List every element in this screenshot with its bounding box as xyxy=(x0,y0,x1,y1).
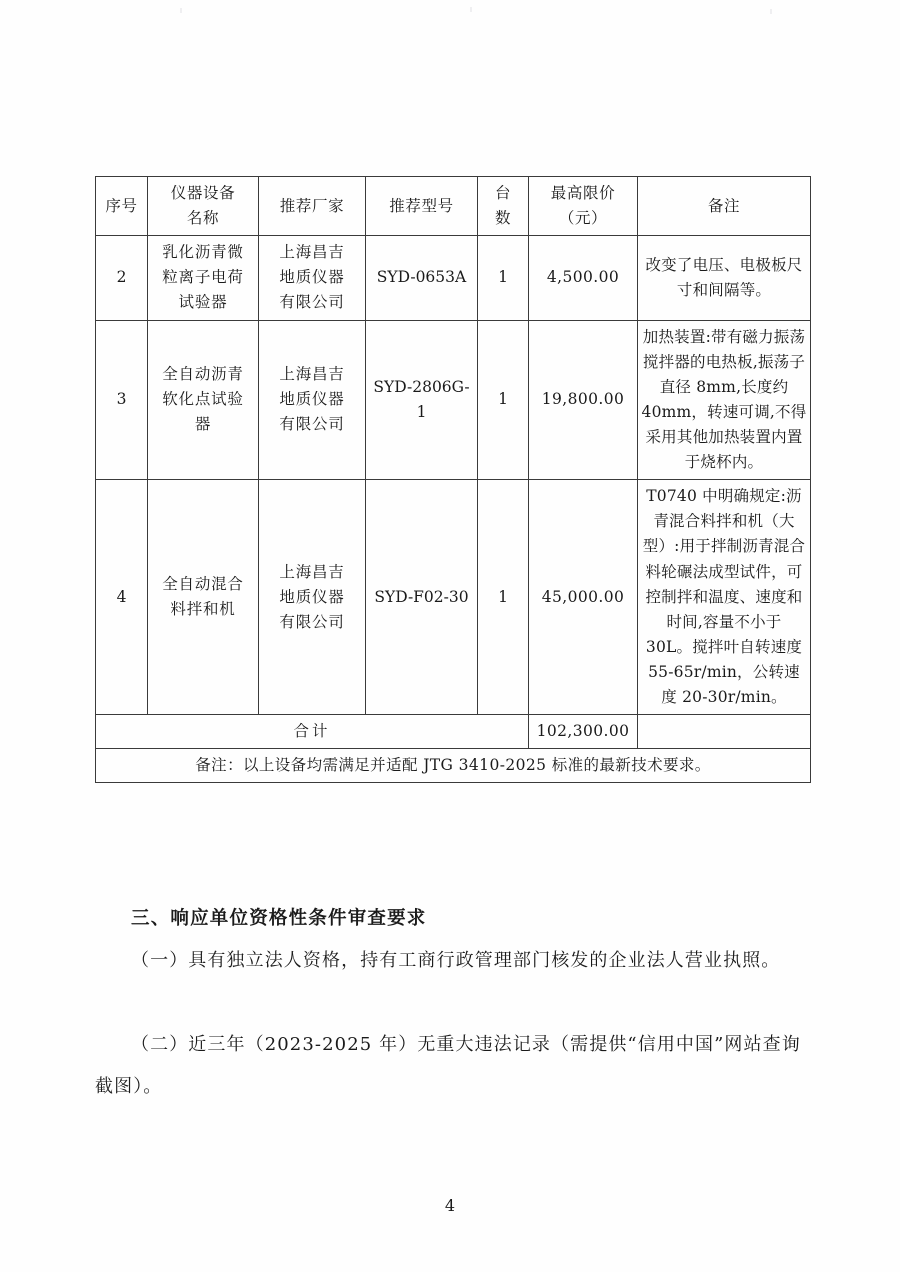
section-heading: 三、响应单位资格性条件审查要求 xyxy=(131,908,427,929)
row-equipment-name-line: 乳化沥青微 xyxy=(162,243,244,262)
row-quantity: 1 xyxy=(478,236,529,320)
row-quantity: 1 xyxy=(478,480,529,715)
row-price: 19,800.00 xyxy=(529,320,638,480)
row-manufacturer-line: 地质仪器 xyxy=(279,268,345,287)
header-remarks: 备注 xyxy=(638,177,811,236)
header-equipment-name-line2: 名称 xyxy=(186,209,220,228)
row-manufacturer xyxy=(259,480,366,715)
row-equipment-name-line: 粒离子电荷 xyxy=(162,268,244,287)
row-model: SYD-2806G-1 xyxy=(366,320,478,480)
header-quantity-line1: 台 xyxy=(494,184,512,202)
row-manufacturer-line: 上海昌吉 xyxy=(279,243,345,262)
row-quantity: 1 xyxy=(478,320,529,480)
qualification-paragraph-2: （二）近三年（2023-2025 年）无重大违法记录（需提供“信用中国”网站查询截图）。 xyxy=(95,1034,801,1097)
scan-speckle xyxy=(770,9,772,14)
row-equipment-name xyxy=(148,320,259,480)
row-model: SYD-F02-30 xyxy=(366,480,478,715)
row-price: 45,000.00 xyxy=(529,480,638,715)
row-remarks: 改变了电压、电极板尺寸和间隔等。 xyxy=(638,236,811,320)
row-model: SYD-0653A xyxy=(366,236,478,320)
table-row xyxy=(96,236,811,320)
header-max-price-line2: （元） xyxy=(558,209,608,228)
table-row xyxy=(96,480,811,715)
row-manufacturer xyxy=(259,320,366,480)
row-manufacturer-line: 上海昌吉 xyxy=(279,562,345,581)
row-equipment-name xyxy=(148,236,259,320)
row-price: 4,500.00 xyxy=(529,236,638,320)
total-remarks-empty xyxy=(638,715,811,749)
row-equipment-name xyxy=(148,480,259,715)
row-manufacturer-line: 地质仪器 xyxy=(279,587,345,606)
table-total-row xyxy=(96,715,811,749)
row-equipment-name-line: 料拌和机 xyxy=(170,600,236,619)
row-index: 3 xyxy=(96,320,148,480)
table-footnote: 备注：以上设备均需满足并适配 JTG 3410-2025 标准的最新技术要求。 xyxy=(96,749,811,783)
header-max-price-line1: 最高限价 xyxy=(550,184,616,202)
header-index: 序号 xyxy=(96,177,148,236)
table-header-row xyxy=(96,177,811,236)
row-manufacturer-line: 上海昌吉 xyxy=(279,365,345,384)
header-quantity xyxy=(478,177,529,236)
total-label: 合计 xyxy=(96,715,529,749)
header-model: 推荐型号 xyxy=(366,177,478,236)
row-equipment-name-line: 全自动沥青 xyxy=(162,365,244,384)
row-remarks: T0740 中明确规定:沥青混合料拌和机（大型）:用于拌制沥青混合料轮碾法成型试件，可控制拌和温度、速度和时间,容量不小于 30L。搅拌叶自转速度 55-65r/min，公转速度 20-30r/min。 xyxy=(638,480,811,715)
row-equipment-name-line: 软化点试验 xyxy=(162,390,244,409)
total-value: 102,300.00 xyxy=(529,715,638,749)
header-quantity-line2: 数 xyxy=(494,209,512,228)
row-equipment-name-line: 器 xyxy=(194,415,212,434)
row-index: 2 xyxy=(96,236,148,320)
row-manufacturer-line: 有限公司 xyxy=(279,293,345,312)
header-manufacturer: 推荐厂家 xyxy=(259,177,366,236)
row-manufacturer-line: 地质仪器 xyxy=(279,390,345,409)
header-max-price xyxy=(529,177,638,236)
row-remarks: 加热装置:带有磁力振荡搅拌器的电热板,振荡子直径 8mm,长度约 40mm，转速可调,不得采用其他加热装置内置于烧杯内。 xyxy=(638,320,811,480)
row-equipment-name-line: 试验器 xyxy=(178,293,228,312)
scan-speckle xyxy=(470,7,472,12)
header-equipment-name xyxy=(148,177,259,236)
table-row xyxy=(96,320,811,480)
row-manufacturer xyxy=(259,236,366,320)
table-footnote-row xyxy=(96,749,811,783)
equipment-spec-table xyxy=(95,176,811,783)
row-manufacturer-line: 有限公司 xyxy=(279,415,345,434)
header-equipment-name-line1: 仪器设备 xyxy=(170,184,236,202)
row-manufacturer-line: 有限公司 xyxy=(279,612,345,631)
row-index: 4 xyxy=(96,480,148,715)
row-equipment-name-line: 全自动混合 xyxy=(162,575,244,594)
page-number: 4 xyxy=(444,1196,456,1215)
qualification-paragraph-1: （一）具有独立法人资格，持有工商行政管理部门核发的企业法人营业执照。 xyxy=(131,950,781,971)
scan-speckle xyxy=(180,8,182,13)
